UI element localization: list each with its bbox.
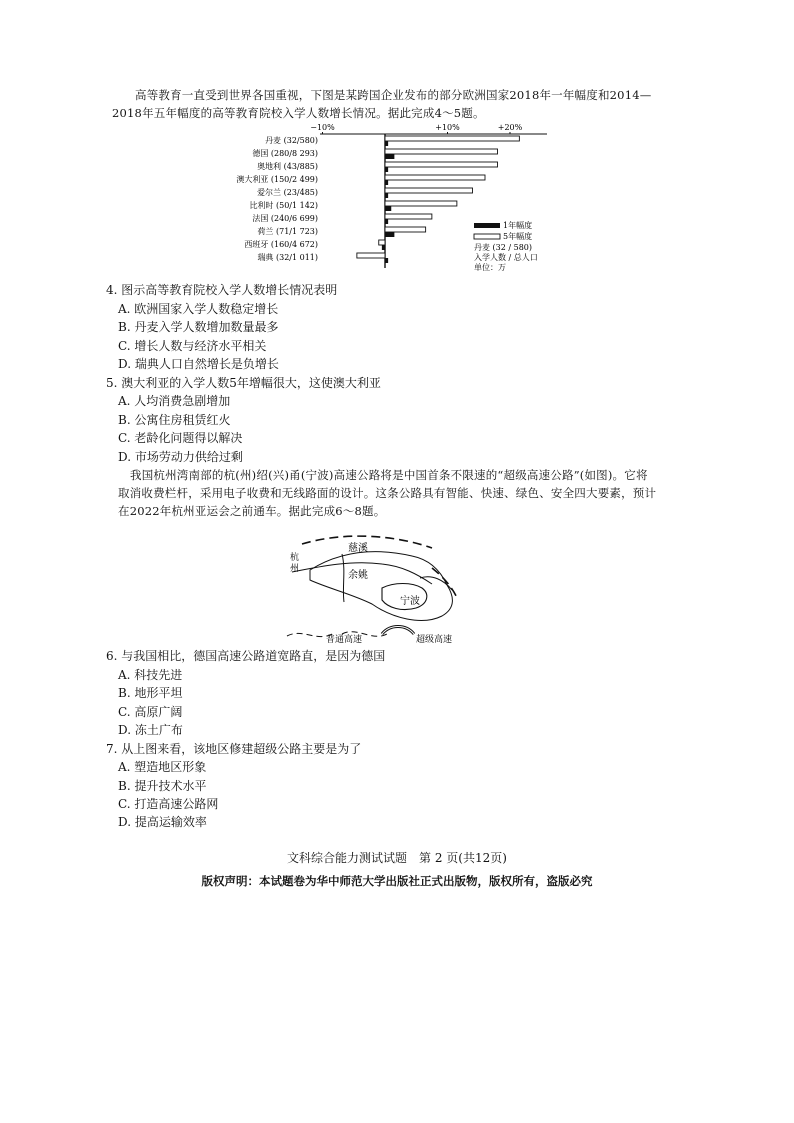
chart-bar-1-year xyxy=(385,154,394,159)
intro-paragraph-q4-5: 高等教育一直受到世界各国重视，下图是某跨国企业发布的部分欧洲国家2018年一年幅度和2014—2018年五年幅度的高等教育院校入学人数增长情况。据此完成4～5题。 xyxy=(112,88,652,120)
q7-option-c: C. 打造高速公路网 xyxy=(118,797,219,811)
q5-option-b: B. 公寓住房租赁红火 xyxy=(118,413,231,427)
page-footer: 文科综合能力测试试题 第 2 页(共12页) xyxy=(287,851,507,865)
intro-paragraph-q6-8: 我国杭州湾南部的杭(州)绍(兴)甬(宁波)高速公路将是中国首条不限速的“超级高速公路”(如图)。它将取消收费栏杆，采用电子收费和无线路面的设计。这条公路具有智能、快速、绿色、安全四大要素，预计在2022年杭州亚运会之前通车。据此完成6～8题。 xyxy=(118,468,657,518)
q5-option-a: A. 人均消费急剧增加 xyxy=(118,394,231,408)
legend-example: 丹麦 (32 / 580) xyxy=(474,243,533,252)
chart-category-label: 瑞典 (32/1 011) xyxy=(257,253,318,262)
chart-bar-5-year xyxy=(385,201,457,206)
legend-label-5-year: 5年幅度 xyxy=(503,232,533,241)
chart-category-label: 比利时 (50/1 142) xyxy=(249,201,318,210)
chart-bar-1-year xyxy=(382,245,385,250)
chart-bar-1-year xyxy=(385,167,388,172)
chart-tick-label: +20% xyxy=(497,124,523,132)
q7-option-d: D. 提高运输效率 xyxy=(118,815,207,829)
chart-bar-5-year xyxy=(385,188,473,193)
chart-bar-1-year xyxy=(385,258,388,263)
chart-bar-5-year xyxy=(385,227,426,232)
enrollment-growth-chart xyxy=(222,124,572,272)
chart-category-label: 奥地利 (43/885) xyxy=(257,162,318,171)
chart-category-label: 荷兰 (71/1 723) xyxy=(257,227,318,236)
expressway-map xyxy=(282,530,474,648)
chart-bar-5-year xyxy=(385,175,485,180)
chart-bar-5-year xyxy=(357,253,385,258)
legend-note: 入学人数 / 总人口 xyxy=(474,253,538,262)
legend-swatch-1-year xyxy=(474,223,500,228)
chart-bar-5-year xyxy=(385,136,519,141)
q6-option-c: C. 高原广阔 xyxy=(118,705,183,719)
map-legend-super: 超级高速 xyxy=(416,635,453,645)
q6-option-a: A. 科技先进 xyxy=(118,668,183,682)
question-5-stem: 5. 澳大利亚的入学人数5年增幅很大，这使澳大利亚 xyxy=(106,376,381,390)
legend-swatch-5-year xyxy=(474,234,500,239)
q5-option-c: C. 老龄化问题得以解决 xyxy=(118,431,243,445)
chart-bar-5-year xyxy=(385,214,432,219)
chart-bar-5-year xyxy=(379,240,385,245)
map-label-yuyao: 余姚 xyxy=(348,570,368,581)
chart-bar-1-year xyxy=(385,219,388,224)
question-6-stem: 6. 与我国相比，德国高速公路道宽路直，是因为德国 xyxy=(106,649,386,663)
chart-category-label: 澳大利亚 (150/2 499) xyxy=(236,175,318,184)
chart-category-label: 丹麦 (32/580) xyxy=(265,136,318,145)
chart-bar-1-year xyxy=(385,180,388,185)
legend-label-1-year: 1年幅度 xyxy=(503,221,533,230)
chart-bar-1-year xyxy=(385,141,388,146)
q6-option-d: D. 冻土广布 xyxy=(118,723,183,737)
q6-option-b: B. 地形平坦 xyxy=(118,686,183,700)
chart-category-label: 法国 (240/6 699) xyxy=(252,214,318,223)
q5-option-d: D. 市场劳动力供给过剩 xyxy=(118,450,243,464)
chart-bar-1-year xyxy=(385,232,394,237)
chart-category-label: 爱尔兰 (23/485) xyxy=(257,188,318,197)
map-legend-normal: 普通高速 xyxy=(326,635,363,645)
chart-bar-5-year xyxy=(385,162,498,167)
map-label-cixi: 慈溪 xyxy=(348,543,368,554)
chart-bar-5-year xyxy=(385,149,498,154)
copyright-notice: 版权声明：本试题卷为华中师范大学出版社正式出版物，版权所有，盗版必究 xyxy=(201,874,593,888)
q4-option-a: A. 欧洲国家入学人数稳定增长 xyxy=(118,302,279,316)
q4-option-d: D. 瑞典人口自然增长是负增长 xyxy=(118,357,279,371)
map-label-hangzhou-2: 州 xyxy=(290,564,300,574)
q7-option-a: A. 塑造地区形象 xyxy=(118,760,207,774)
q4-option-b: B. 丹麦入学人数增加数量最多 xyxy=(118,320,279,334)
question-7-stem: 7. 从上图来看，该地区修建超级公路主要是为了 xyxy=(106,742,362,756)
question-4-stem: 4. 图示高等教育院校入学人数增长情况表明 xyxy=(106,283,338,297)
chart-category-label: 德国 (280/8 293) xyxy=(252,149,318,158)
chart-tick-label: −10% xyxy=(310,124,335,132)
q7-option-b: B. 提升技术水平 xyxy=(118,779,207,793)
chart-category-label: 西班牙 (160/4 672) xyxy=(244,240,318,249)
chart-bar-1-year xyxy=(385,206,391,211)
map-label-hangzhou-1: 杭 xyxy=(290,553,300,563)
chart-tick-label: +10% xyxy=(435,124,460,132)
map-label-ningbo: 宁波 xyxy=(400,596,420,607)
chart-bar-1-year xyxy=(385,193,388,198)
legend-unit: 单位：万 xyxy=(474,263,506,272)
q4-option-c: C. 增长人数与经济水平相关 xyxy=(118,339,267,353)
